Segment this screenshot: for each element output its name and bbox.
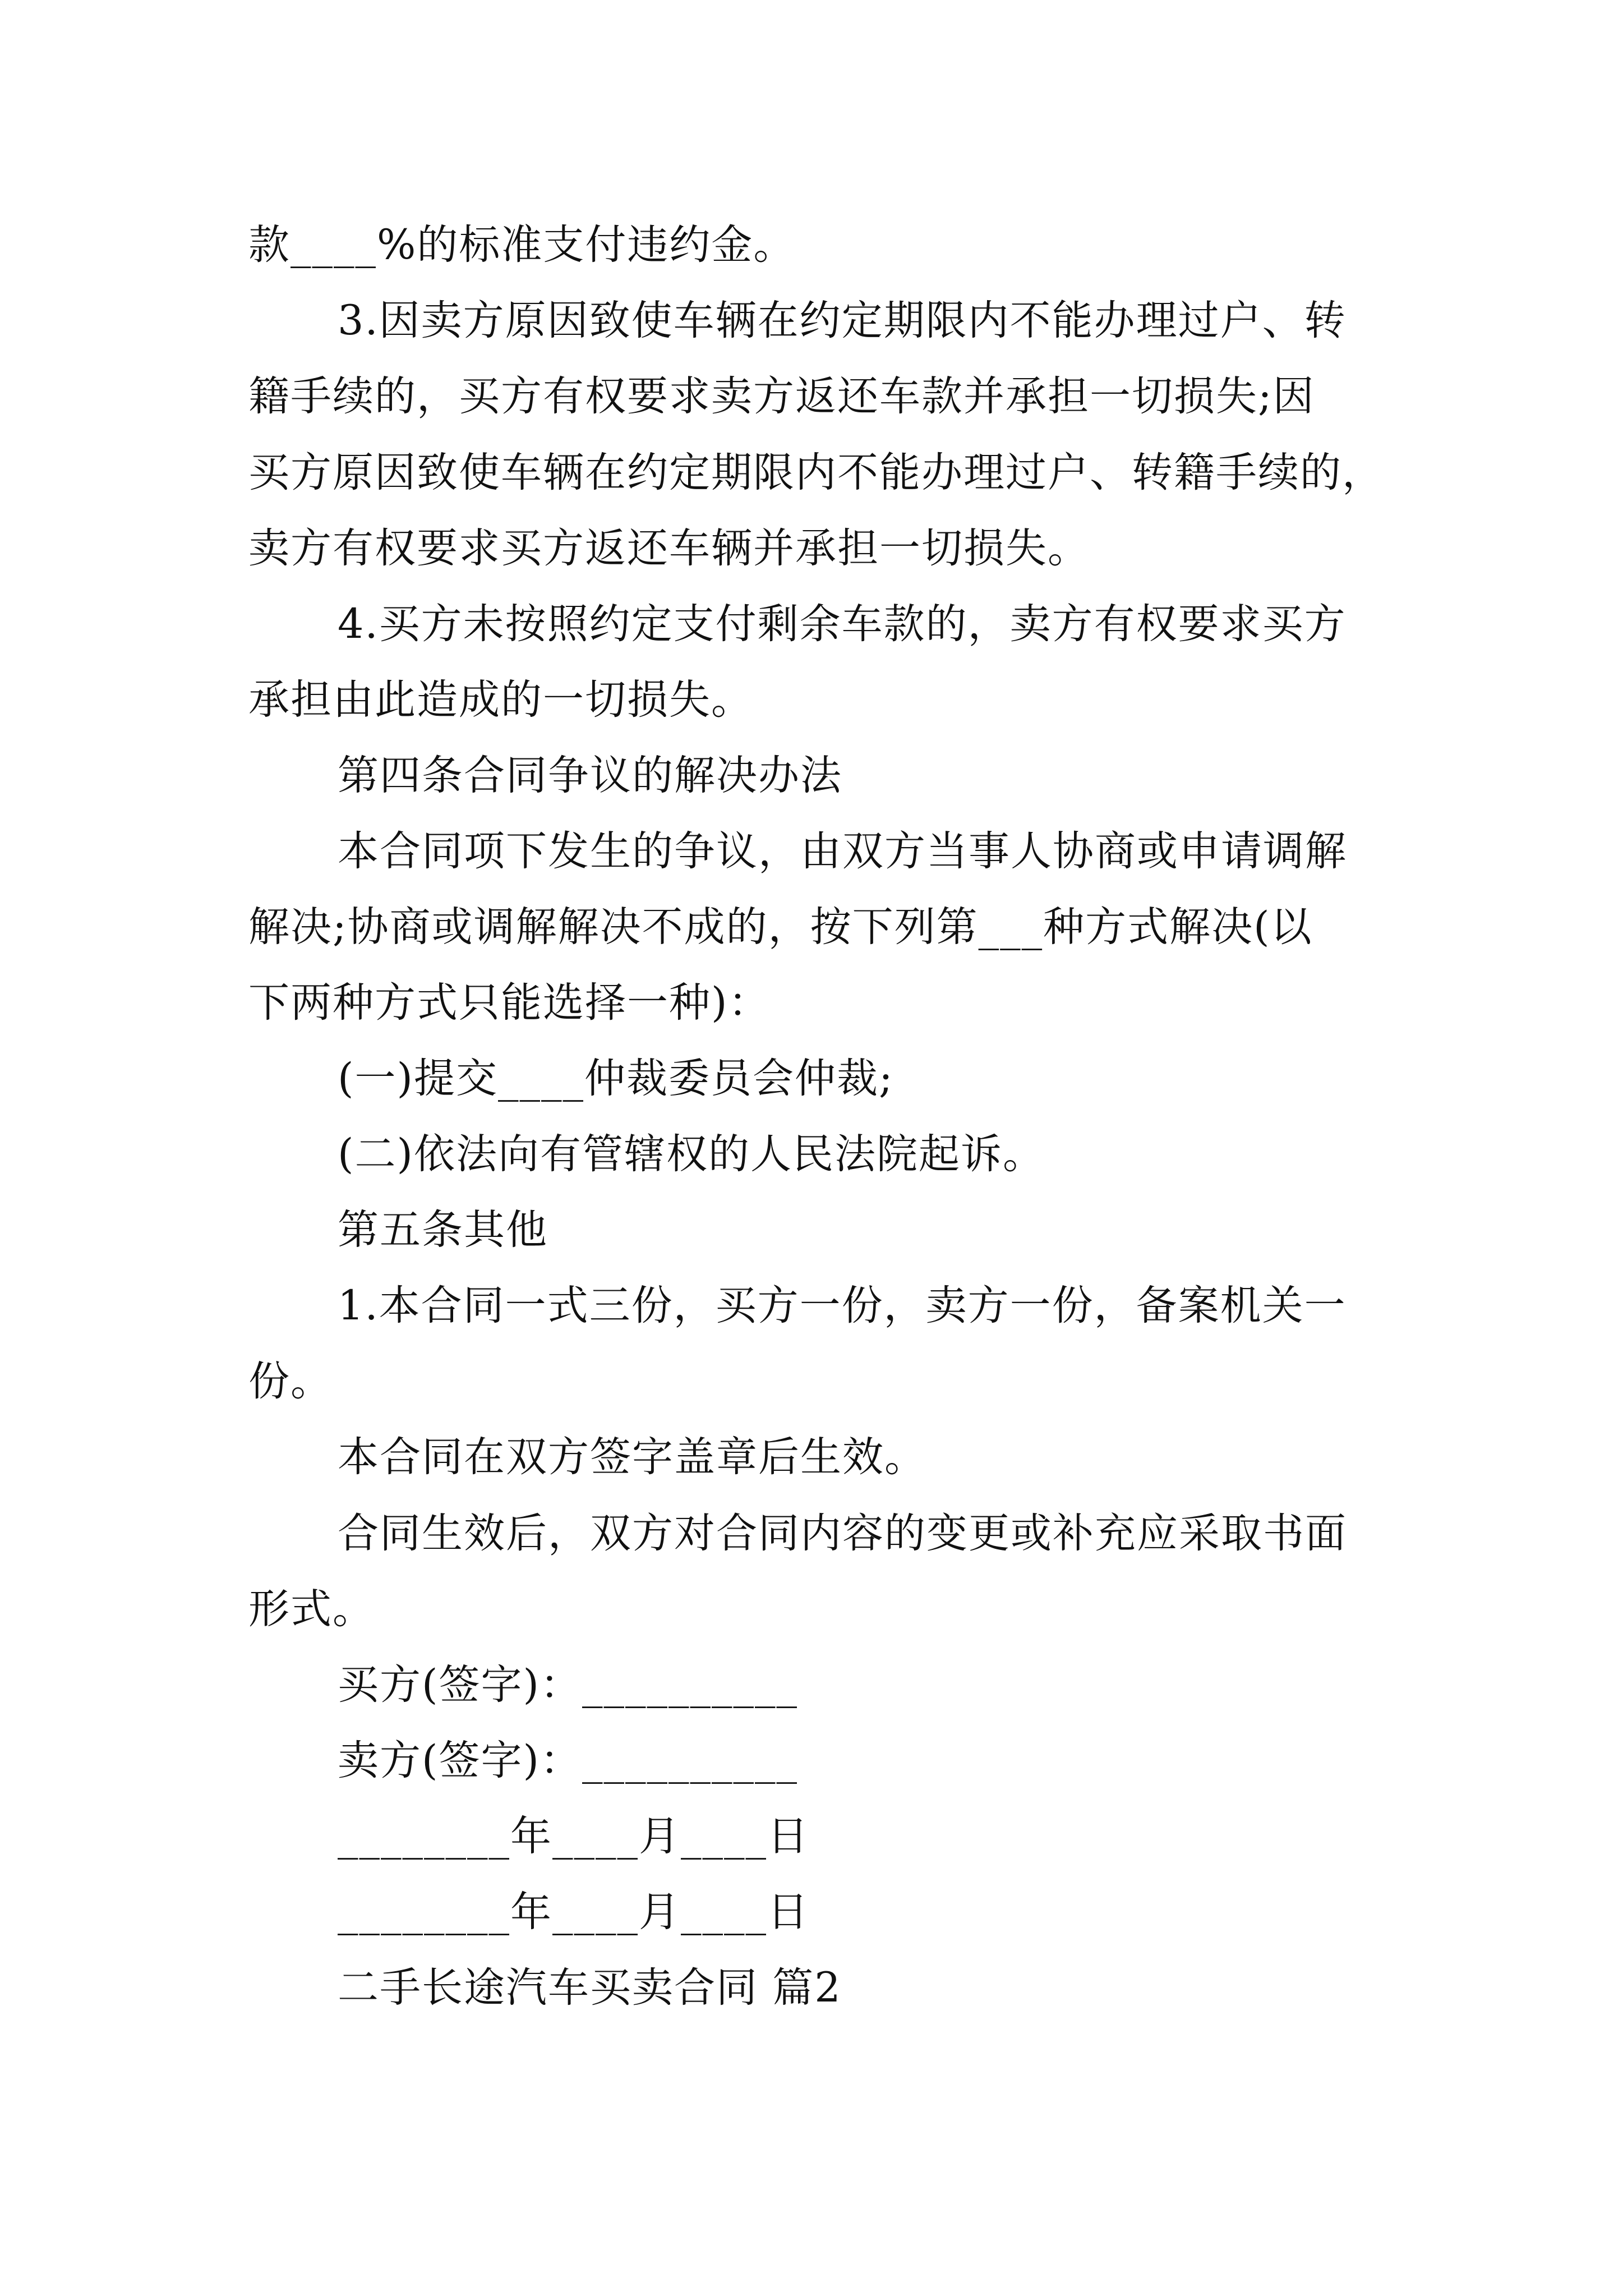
text-line-6: 4.买方未按照约定支付剩余车款的，卖方有权要求买方	[338, 600, 1347, 648]
text-line-10: 解决;协商或调解解决不成的，按下列第___种方式解决(以	[248, 903, 1313, 951]
text-line-16: 份。	[248, 1358, 333, 1405]
text-line-18: 合同生效后，双方对合同内容的变更或补充应采取书面	[338, 1510, 1347, 1557]
date-line-1: ________年____月____日	[338, 1812, 809, 1860]
text-line-19: 形式。	[248, 1585, 375, 1633]
text-line-12: (一)提交____仲裁委员会仲裁;	[338, 1055, 894, 1102]
text-line-4: 买方原因致使车辆在约定期限内不能办理过户、转籍手续的，	[248, 449, 1384, 496]
text-line-3: 籍手续的，买方有权要求卖方返还车款并承担一切损失;因	[248, 372, 1315, 420]
text-line-5: 卖方有权要求买方返还车辆并承担一切损失。	[248, 524, 1090, 572]
seller-signature-line: 卖方(签字)：__________	[338, 1737, 798, 1784]
text-line-13: (二)依法向有管辖权的人民法院起诉。	[338, 1130, 1045, 1178]
buyer-signature-line: 买方(签字)：__________	[338, 1661, 798, 1709]
text-line-11: 下两种方式只能选择一种)：	[248, 979, 771, 1027]
text-line-17: 本合同在双方签字盖章后生效。	[338, 1433, 926, 1481]
text-line-15: 1.本合同一式三份，买方一份，卖方一份，备案机关一	[338, 1282, 1347, 1329]
text-line-9: 本合同项下发生的争议，由双方当事人协商或申请调解	[338, 827, 1347, 875]
section-title-part-2: 二手长途汽车买卖合同 篇2	[338, 1964, 842, 2012]
section-heading-4: 第四条合同争议的解决办法	[338, 752, 842, 799]
text-line-1: 款____%的标准支付违约金。	[248, 221, 796, 269]
text-line-7: 承担由此造成的一切损失。	[248, 676, 753, 724]
date-line-2: ________年____月____日	[338, 1888, 809, 1936]
section-heading-5: 第五条其他	[338, 1206, 548, 1254]
text-line-2: 3.因卖方原因致使车辆在约定期限内不能办理过户、转	[338, 297, 1347, 344]
